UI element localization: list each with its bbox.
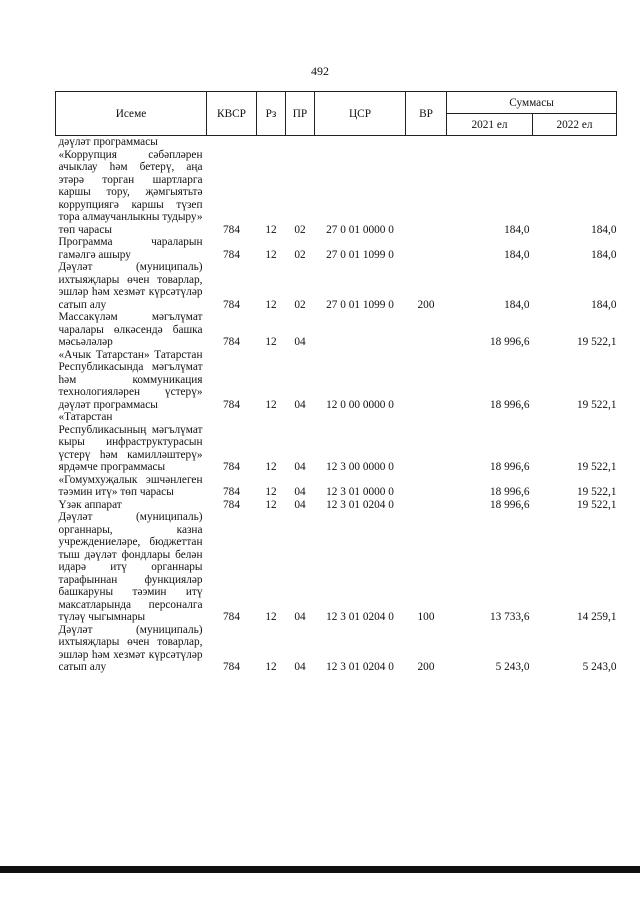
table-row	[56, 411, 617, 474]
row-rz	[257, 136, 286, 149]
row-kvsr: 784	[223, 486, 240, 498]
row-name: Дәүләт (муниципаль) ихтыяҗлары өчен товарлар, эшләр һәм хезмәт күрсәтүләр сатып алу	[58, 623, 203, 673]
row-pr: 04	[294, 611, 306, 623]
row-sum-2021: 18 996,6	[489, 398, 530, 411]
row-name: «Татарстан Республикасының мәгълүмат кыры инфраструктурасын үстерү һәм камилләштерү» ярдәмче программасы	[58, 411, 203, 473]
row-vr	[406, 349, 447, 412]
row-name: Программа чараларын гамәлгә ашыру	[58, 236, 203, 261]
row-csr: 12 0 00 0000 0	[326, 398, 394, 411]
header-kvsr: КВСР	[207, 92, 257, 136]
header-rz: Рз	[257, 92, 286, 136]
row-rz: 12	[265, 461, 277, 473]
row-rz: 12	[265, 336, 277, 348]
scan-edge-bar	[0, 866, 640, 873]
row-sum-2021: 184,0	[504, 223, 530, 236]
header-vr: ВР	[406, 92, 447, 136]
row-sum-2021: 5 243,0	[495, 661, 530, 673]
header-year-2022: 2022 ел	[533, 114, 617, 136]
header-pr: ПР	[286, 92, 315, 136]
row-name: «Гомумхуҗалык эшчәнлеген тәэмин итү» төп чарасы	[58, 473, 203, 498]
row-pr: 04	[294, 398, 306, 411]
row-rz: 12	[265, 298, 277, 311]
row-vr	[406, 411, 447, 474]
row-rz: 12	[265, 661, 277, 673]
row-pr: 02	[294, 298, 306, 311]
table-row	[56, 511, 617, 624]
row-sum-2022: 184,0	[591, 223, 617, 236]
row-kvsr: 784	[223, 248, 240, 261]
row-name: дәүләт программасы	[58, 136, 158, 148]
row-pr: 04	[294, 661, 306, 673]
row-rz: 12	[265, 486, 277, 498]
row-name: Дәүләт (муниципаль) органнары, казна учреждениеләре, бюджеттан тыш дәүләт фондлары белән идарә итү органнары тарафыннан функцияләр башкаруны тәэмин итү максатларында персоналга түләү чыгымнары	[58, 511, 203, 623]
row-pr: 02	[294, 223, 306, 236]
table-row	[56, 261, 617, 311]
row-rz: 12	[265, 611, 277, 623]
row-sum-2021: 18 996,6	[489, 498, 530, 511]
budget-table	[55, 91, 617, 674]
row-sum-2022: 19 522,1	[576, 336, 617, 348]
row-kvsr: 784	[223, 461, 240, 473]
row-sum-2021	[447, 136, 533, 149]
row-rz: 12	[265, 498, 277, 511]
row-kvsr: 784	[223, 661, 240, 673]
row-name: Үзәк аппарат	[58, 498, 122, 511]
row-sum-2022	[533, 136, 617, 149]
row-kvsr: 784	[223, 611, 240, 623]
row-csr: 12 3 01 0204 0	[326, 661, 394, 673]
row-pr: 04	[294, 498, 306, 511]
row-csr: 27 0 01 1099 0	[326, 248, 394, 261]
row-csr: 12 3 01 0204 0	[326, 611, 394, 623]
table-row	[56, 136, 617, 149]
row-vr	[406, 236, 447, 261]
table-row	[56, 499, 617, 512]
row-sum-2021: 18 996,6	[489, 336, 530, 348]
table-row	[56, 236, 617, 261]
header-name: Исеме	[56, 92, 207, 136]
table-row	[56, 349, 617, 412]
row-pr: 04	[294, 461, 306, 473]
row-csr: 12 3 01 0204 0	[326, 498, 394, 511]
row-sum-2022: 184,0	[591, 248, 617, 261]
row-rz: 12	[265, 248, 277, 261]
row-sum-2022: 184,0	[591, 298, 617, 311]
row-vr: 100	[417, 611, 435, 623]
row-kvsr: 784	[223, 298, 240, 311]
row-sum-2022: 5 243,0	[582, 661, 617, 673]
row-name: «Коррупция сәбәпләрен ачыклау һәм бетерү, аңа этәрә торган шартларга каршы тору, җәмгыятьтә коррупциягә каршы түзеп тора алмаучанлыкны тудыру» төп чарасы	[58, 148, 203, 236]
table-row	[56, 311, 617, 349]
header-year-2021: 2021 ел	[447, 114, 533, 136]
row-kvsr: 784	[223, 498, 240, 511]
row-kvsr: 784	[223, 223, 240, 236]
table-row	[56, 474, 617, 499]
row-sum-2021: 184,0	[504, 248, 530, 261]
row-sum-2022: 19 522,1	[576, 486, 617, 498]
page-number: 492	[311, 64, 329, 78]
row-csr: 27 0 01 1099 0	[326, 298, 394, 311]
row-vr	[406, 149, 447, 237]
row-csr: 27 0 01 0000 0	[326, 223, 394, 236]
header-csr: ЦСР	[315, 92, 406, 136]
row-pr: 04	[294, 486, 306, 498]
row-csr	[315, 311, 406, 349]
row-sum-2021: 18 996,6	[489, 486, 530, 498]
row-vr	[406, 499, 447, 512]
row-vr	[406, 311, 447, 349]
header-sums: Суммасы	[447, 92, 617, 114]
row-rz: 12	[265, 398, 277, 411]
row-sum-2021: 184,0	[504, 298, 530, 311]
row-kvsr: 784	[223, 336, 240, 348]
table-row	[56, 624, 617, 674]
row-name: Дәүләт (муниципаль) ихтыяҗлары өчен товарлар, эшләр һәм хезмәт күрсәтүләр сатып алу	[58, 261, 203, 311]
row-name: Массакүләм мәгълүмат чаралары өлкәсендә башка мәсьәләләр	[58, 311, 203, 348]
row-pr: 02	[294, 248, 306, 261]
row-rz: 12	[265, 223, 277, 236]
row-sum-2021: 18 996,6	[489, 461, 530, 473]
row-sum-2021: 13 733,6	[489, 611, 530, 623]
row-vr: 200	[417, 298, 435, 311]
row-sum-2022: 19 522,1	[576, 461, 617, 473]
row-vr	[406, 136, 447, 149]
row-sum-2022: 19 522,1	[576, 498, 617, 511]
row-pr: 04	[294, 336, 306, 348]
row-csr	[315, 136, 406, 149]
row-name: «Ачык Татарстан» Татарстан Республикасында мәгълүмат һәм коммуникация технологияләрен үстерү» дәүләт программасы	[58, 348, 203, 411]
row-vr	[406, 474, 447, 499]
row-csr: 12 3 00 0000 0	[326, 461, 394, 473]
table-row	[56, 149, 617, 237]
row-csr: 12 3 01 0000 0	[326, 486, 394, 498]
row-vr: 200	[417, 661, 435, 673]
row-sum-2022: 14 259,1	[576, 611, 617, 623]
row-kvsr	[207, 136, 257, 149]
row-sum-2022: 19 522,1	[576, 398, 617, 411]
row-kvsr: 784	[223, 398, 240, 411]
row-pr	[286, 136, 315, 149]
